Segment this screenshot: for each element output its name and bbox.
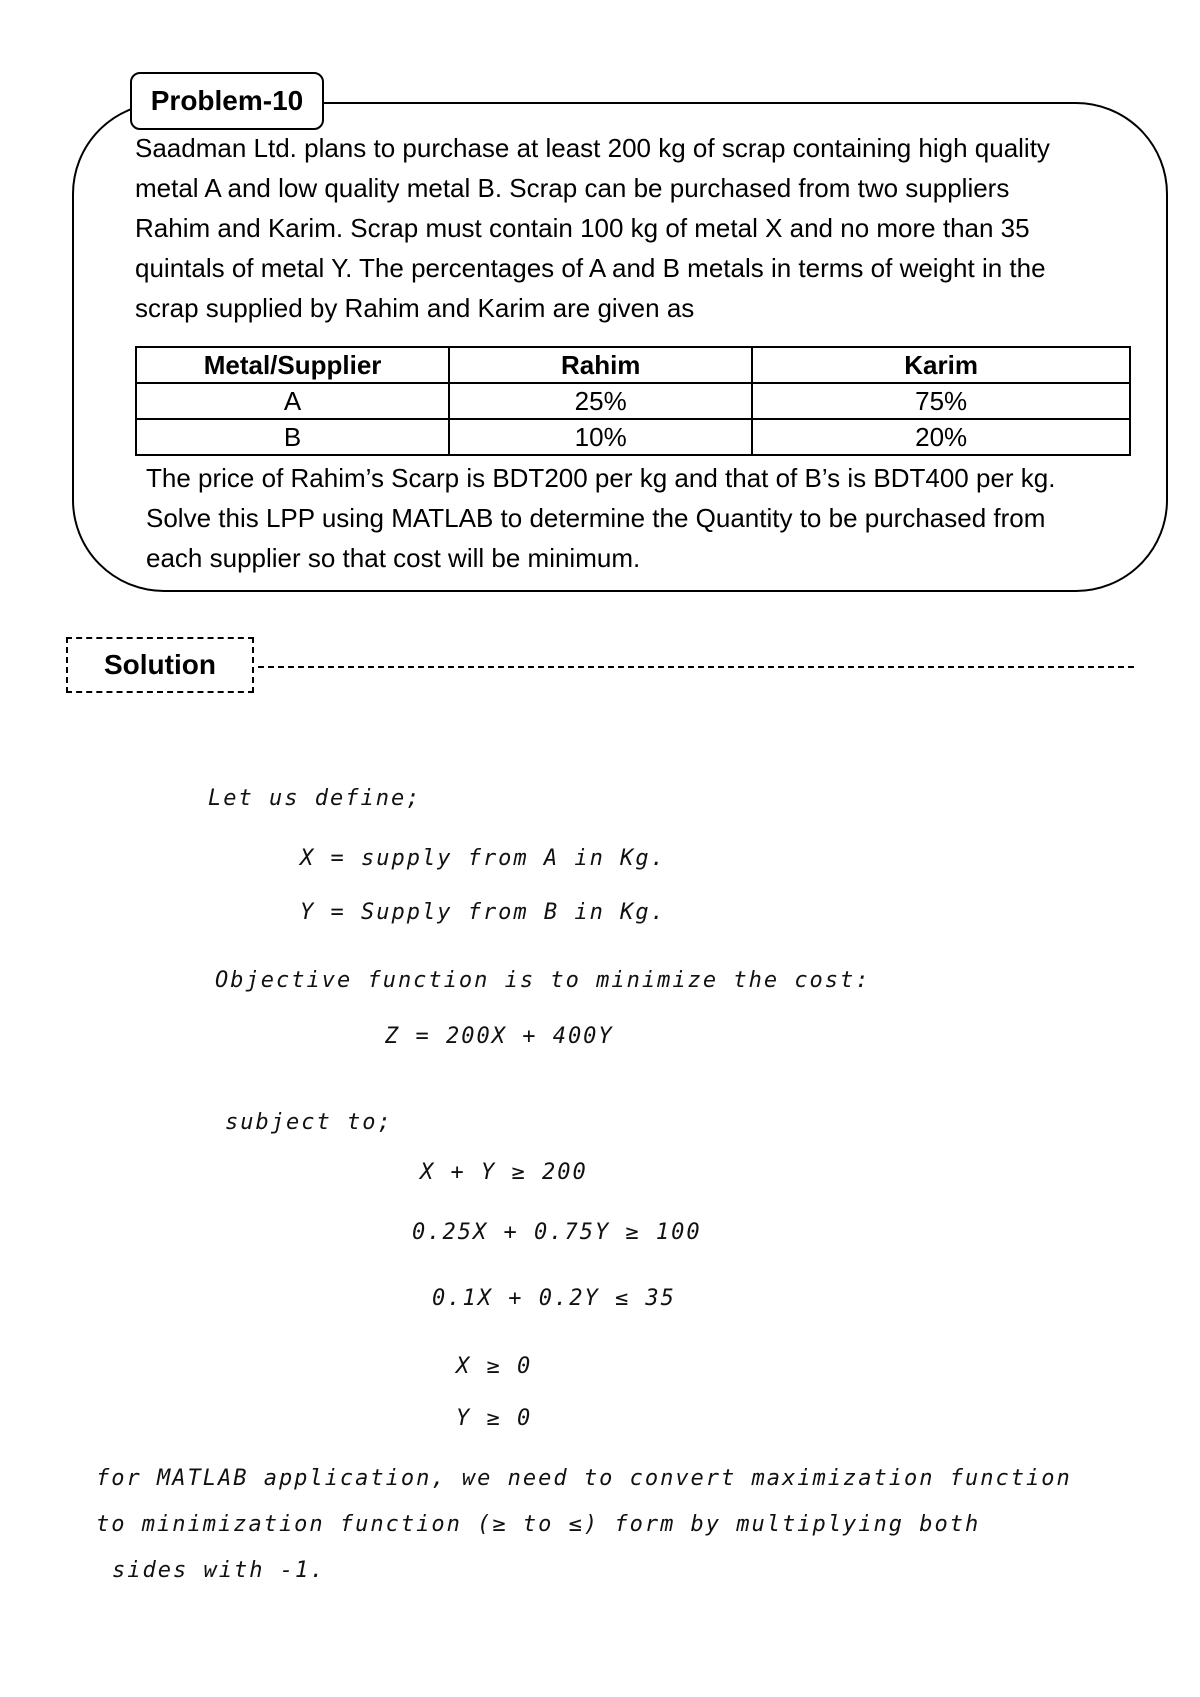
handwritten-constraint: X ≥ 0 [456,1354,533,1379]
statement-line: Rahim and Karim. Scrap must contain 100 kg of metal X and no more than 35 [135,213,1030,243]
handwritten-constraint: 0.1X + 0.2Y ≤ 35 [432,1286,676,1311]
problem-statement [135,128,1145,328]
handwritten-constraint: X + Y ≥ 200 [420,1160,588,1185]
table-cell: B [136,419,449,455]
handwritten-note-line: for MATLAB application, we need to convert maximization function [96,1466,1072,1491]
handwritten-note-line: sides with -1. [112,1558,326,1583]
metal-percentage-table [135,346,1131,456]
handwritten-x-definition: X = supply from A in Kg. [300,846,666,871]
statement-line: Saadman Ltd. plans to purchase at least 200 kg of scrap containing high quality [135,133,1050,163]
handwritten-define: Let us define; [208,786,422,811]
table-row [136,383,1130,419]
table-cell: 20% [752,419,1130,455]
problem-title: Problem-10 [130,72,324,130]
column-header: Metal/Supplier [136,347,449,383]
table-cell: 25% [449,383,752,419]
problem-closing [146,458,1146,578]
handwritten-y-definition: Y = Supply from B in Kg. [300,900,666,925]
handwritten-note-line: to minimization function (≥ to ≤) form by multiplying both [96,1512,981,1537]
table-cell: A [136,383,449,419]
closing-line: each supplier so that cost will be minimum. [146,543,641,573]
closing-line: The price of Rahim’s Scarp is BDT200 per kg and that of B’s is BDT400 per kg. [146,463,1056,493]
solution-label: Solution [66,637,254,693]
table-cell: 10% [449,419,752,455]
table-cell: 75% [752,383,1130,419]
table-header-row [136,347,1130,383]
handwritten-objective: Objective function is to minimize the cost: [215,968,871,993]
column-header: Rahim [449,347,752,383]
solution-divider [258,666,1134,668]
statement-line: scrap supplied by Rahim and Karim are given as [135,293,695,323]
table-row [136,419,1130,455]
column-header: Karim [752,347,1130,383]
handwritten-constraint: Y ≥ 0 [456,1406,533,1431]
statement-line: metal A and low quality metal B. Scrap can be purchased from two suppliers [135,173,1010,203]
handwritten-objective-equation: Z = 200X + 400Y [385,1024,614,1049]
handwritten-subject-to: subject to; [225,1110,393,1135]
handwritten-constraint: 0.25X + 0.75Y ≥ 100 [412,1220,702,1245]
closing-line: Solve this LPP using MATLAB to determine the Quantity to be purchased from [146,503,1046,533]
statement-line: quintals of metal Y. The percentages of A and B metals in terms of weight in the [135,253,1046,283]
